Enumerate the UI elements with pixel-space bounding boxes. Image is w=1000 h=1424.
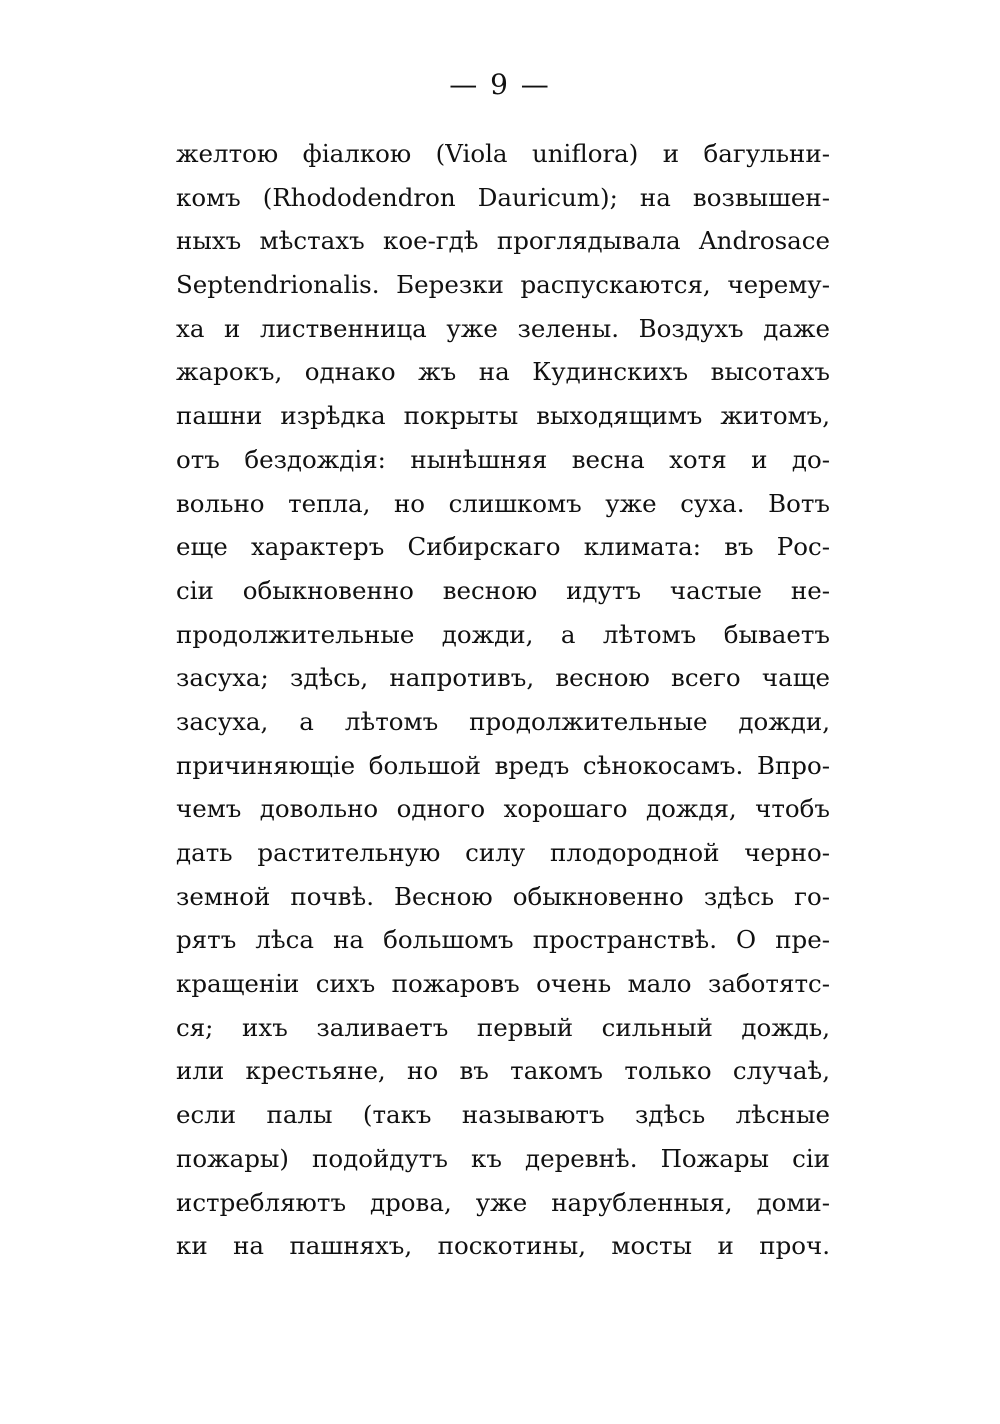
text-line: земной почвѣ. Весною обыкновенно здѣсь го- (176, 881, 830, 911)
text-line: Septendrionalis. Березки распускаются, черему- (176, 270, 830, 300)
text-line: причиняющіе большой вредъ сѣнокосамъ. Впро- (176, 750, 830, 780)
text-line: ки на пашняхъ, поскотины, мосты и проч. (176, 1231, 830, 1261)
text-line: чемъ довольно одного хорошаго дождя, чтобъ (176, 794, 830, 824)
text-line: вольно тепла, но слишкомъ уже суха. Вотъ (176, 488, 830, 518)
text-line: комъ (Rhododendron Dauricum); на возвышен- (176, 182, 830, 212)
text-line: ся; ихъ заливаетъ первый сильный дождь, (176, 1012, 830, 1042)
text-line: засуха, а лѣтомъ продолжительные дожди, (176, 706, 830, 736)
text-line: дать растительную силу плодородной черно- (176, 838, 830, 867)
text-line: продолжительные дожди, а лѣтомъ бываетъ (176, 619, 830, 649)
text-line: если палы (такъ называютъ здѣсь лѣсные (176, 1100, 830, 1130)
text-line: сіи обыкновенно весною идутъ частые не- (176, 575, 830, 605)
text-line: пашни изрѣдка покрыты выходящимъ житомъ, (176, 401, 830, 431)
text-line: ныхъ мѣстахъ кое-гдѣ проглядывала Androsace (176, 226, 830, 256)
body-text (176, 132, 830, 1268)
text-line: желтою фіалкою (Viola uniflora) и багульни- (176, 139, 830, 168)
text-line: отъ бездождія: нынѣшняя весна хотя и до- (176, 444, 830, 474)
text-line: истребляютъ дрова, уже нарубленныя, доми- (176, 1187, 830, 1217)
text-line: или крестьяне, но въ такомъ только случаѣ, (176, 1056, 830, 1086)
text-line: жарокъ, однако жъ на Кудинскихъ высотахъ (176, 357, 830, 387)
text-line: ха и лиственница уже зелены. Воздухъ даже (176, 313, 830, 343)
text-line: кращеніи сихъ пожаровъ очень мало заботятс- (176, 969, 830, 999)
page-number: — 9 — (449, 68, 551, 101)
text-line: засуха; здѣсь, напротивъ, весною всего чаще (176, 663, 830, 693)
text-line: рятъ лѣса на большомъ пространствѣ. О пре- (176, 925, 830, 955)
text-line: пожары) подойдутъ къ деревнѣ. Пожары сіи (176, 1143, 830, 1173)
text-line: еще характеръ Сибирскаго климата: въ Рос- (176, 532, 830, 562)
